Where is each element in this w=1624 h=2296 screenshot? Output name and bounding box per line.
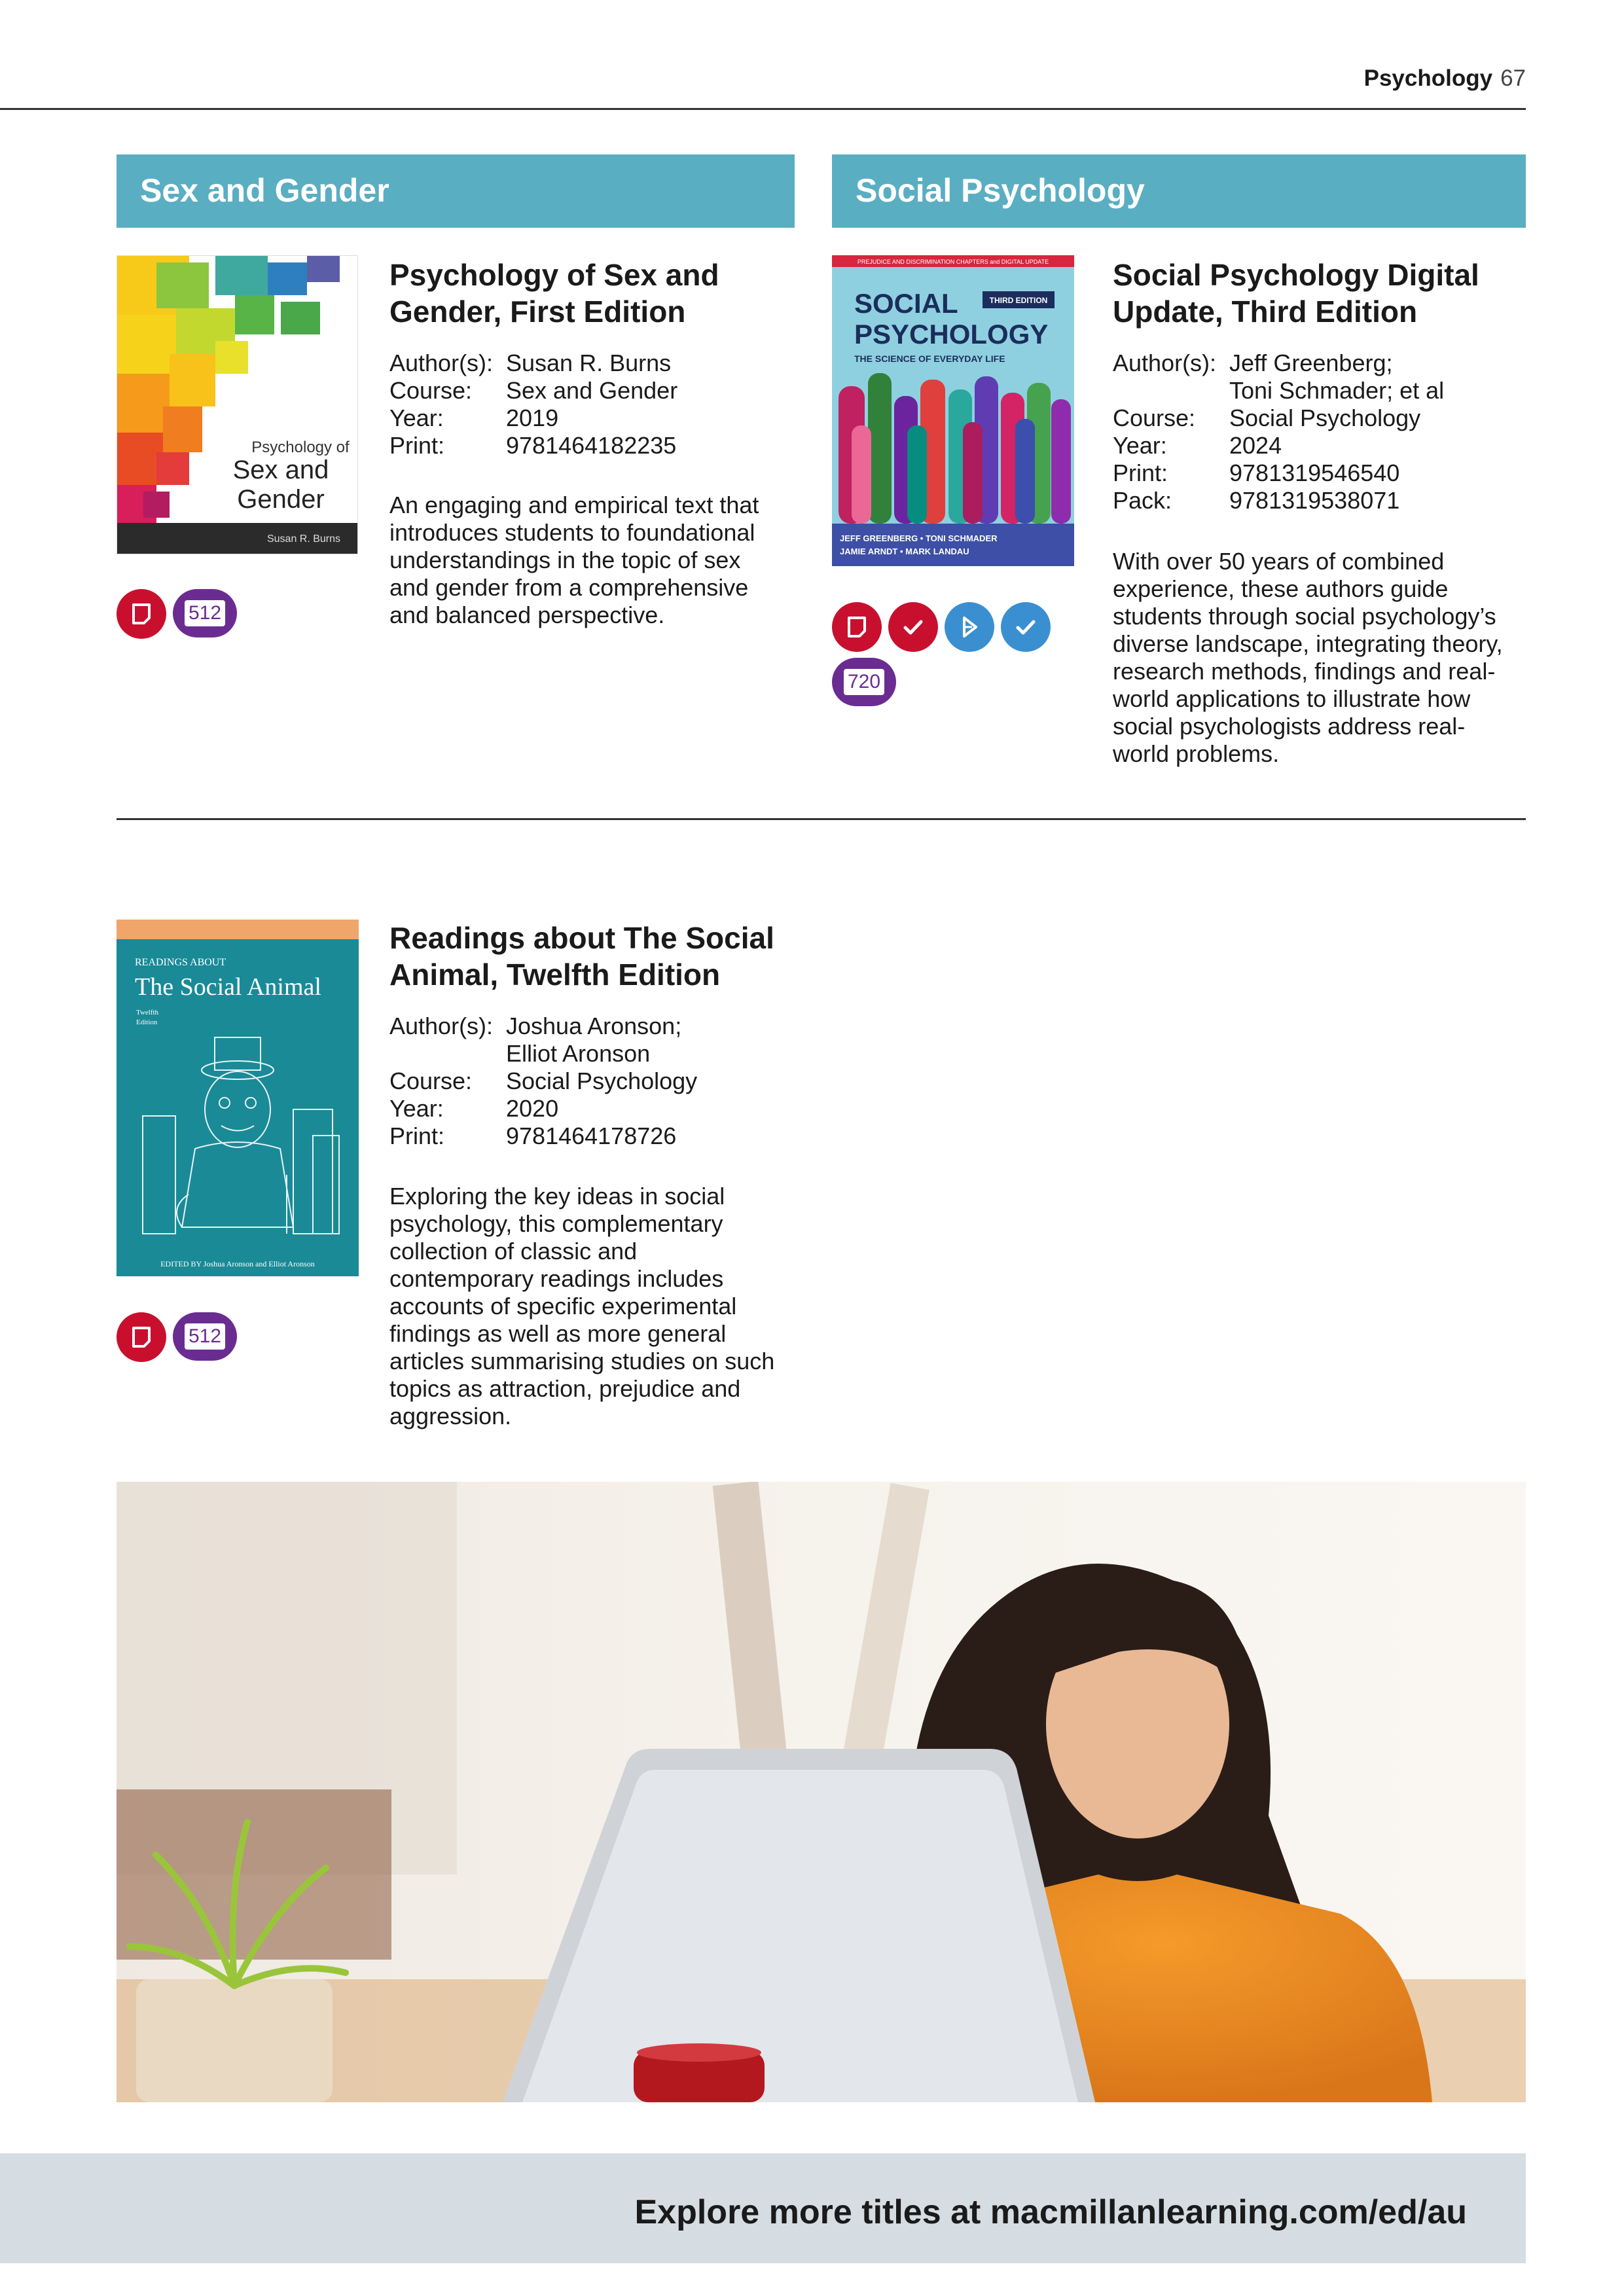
meta-label: Year:: [1113, 432, 1167, 459]
meta-label: Year:: [389, 1095, 444, 1122]
print-isbn: 9781319546540: [1229, 459, 1400, 486]
meta-label: Print:: [389, 432, 445, 459]
running-header: [1364, 65, 1526, 92]
author-name: Toni Schmader; et al: [1229, 377, 1445, 404]
cover-authors-line2: JAMIE ARNDT • MARK LANDAU: [840, 547, 969, 556]
cover-title-line2: Sex and: [232, 456, 329, 484]
ebook-icon: [832, 602, 882, 652]
book-cover-social-psychology[interactable]: [832, 255, 1074, 566]
print-isbn: 9781464182235: [506, 432, 677, 459]
cover-edition-line1: Twelfth: [136, 1009, 159, 1016]
year-value: 2024: [1229, 432, 1282, 459]
cover-sketch-art: [117, 920, 359, 1276]
cover-authors-line1: JEFF GREENBERG • TONI SCHMADER: [840, 533, 998, 543]
section-title: Sex and Gender: [140, 172, 389, 209]
course-value: Sex and Gender: [506, 377, 678, 404]
section-title: Social Psychology: [856, 172, 1145, 209]
meta-label: Author(s):: [1113, 350, 1217, 376]
cover-crowd-art: [832, 255, 1074, 566]
book-meta: [1113, 350, 1506, 514]
meta-label: Author(s):: [389, 1013, 494, 1039]
page-count: 720: [844, 669, 884, 695]
cover-edition-line2: Edition: [136, 1018, 158, 1026]
photo-illustration: [117, 1482, 1526, 2102]
page-count: 512: [185, 600, 225, 626]
check-icon: [888, 602, 938, 652]
ebook-icon: [117, 1312, 166, 1362]
page-count: 512: [185, 1323, 225, 1350]
check-icon: [1001, 602, 1051, 652]
section-bar-social-psychology: [832, 154, 1526, 228]
book-meta: [389, 350, 782, 459]
cover-title-line2: PSYCHOLOGY: [854, 319, 1049, 350]
meta-label: Pack:: [1113, 487, 1172, 514]
running-section-title: Psychology: [1363, 65, 1493, 91]
badge-row: [117, 1312, 237, 1362]
pack-isbn: 9781319538071: [1229, 487, 1400, 514]
badge-row: [117, 589, 237, 639]
header-rule: [0, 108, 1526, 110]
ebook-icon: [117, 589, 166, 639]
section-bar-sex-and-gender: [117, 154, 795, 228]
author-name: Joshua Aronson;: [506, 1013, 682, 1039]
author-name: Elliot Aronson: [506, 1040, 651, 1067]
book-description: An engaging and empirical text that introduces students to foundational understandings in the topic of sex and gender from a comprehensive and balanced perspective.: [389, 492, 759, 628]
meta-label: Course:: [389, 377, 473, 404]
book-description: With over 50 years of combined experience, these authors guide students through social psychology’s diverse landscape, integrating theory, research methods, findings and real-world applications to illustrate how social psychologists address real-world problems.: [1113, 548, 1503, 767]
footer-cta-link[interactable]: Explore more titles at macmillanlearning.com/ed/au: [634, 2193, 1467, 2231]
meta-label: Author(s):: [389, 350, 494, 376]
cover-title-line1: SOCIAL: [854, 288, 958, 319]
page-count-icon: [173, 1312, 237, 1361]
badge-row: [832, 602, 1051, 652]
cover-banner: PREJUDICE AND DISCRIMINATION CHAPTERS and DIGITAL UPDATE: [857, 259, 1049, 265]
page-number: 67: [1500, 65, 1526, 91]
year-value: 2020: [506, 1095, 559, 1122]
cover-title-line3: Gender: [237, 485, 325, 514]
achieve-icon: [945, 602, 994, 652]
book-meta: [389, 1013, 782, 1150]
cover-editors: EDITED BY Joshua Aronson and Elliot Aronson: [160, 1259, 315, 1268]
course-value: Social Psychology: [506, 1067, 698, 1094]
cover-title: The Social Animal: [135, 973, 321, 1001]
page-count-icon: [832, 658, 896, 706]
meta-label: Course:: [1113, 404, 1196, 431]
meta-label: Course:: [389, 1067, 473, 1094]
book-title[interactable]: Psychology of Sex and Gender, First Edition: [389, 258, 719, 329]
cover-puzzle-art: [117, 256, 357, 554]
cover-kicker: READINGS ABOUT: [135, 957, 226, 968]
print-isbn: 9781464178726: [506, 1122, 677, 1149]
book-description: Exploring the key ideas in social psychology, this complementary collection of classic and contemporary readings includes accounts of specific experimental findings as well as more general articles summarising studies on such topics as attraction, prejudice and aggression.: [389, 1183, 775, 1429]
badge-row: [832, 658, 896, 706]
year-value: 2019: [506, 404, 559, 431]
book-cover-social-animal[interactable]: [117, 920, 359, 1276]
course-value: Social Psychology: [1229, 404, 1421, 431]
cover-edition: THIRD EDITION: [989, 296, 1048, 305]
student-laptop-photo: [117, 1482, 1526, 2102]
cover-subtitle: THE SCIENCE OF EVERYDAY LIFE: [854, 353, 1005, 364]
book-title[interactable]: Readings about The Social Animal, Twelfth Edition: [389, 921, 774, 992]
cover-author: Susan R. Burns: [266, 533, 341, 545]
author-name: Jeff Greenberg;: [1229, 350, 1393, 376]
cover-title-line1: Psychology of: [251, 439, 350, 456]
page-count-icon: [173, 589, 237, 637]
author-name: Susan R. Burns: [506, 350, 672, 376]
meta-label: Print:: [389, 1122, 445, 1149]
book-cover-sex-and-gender[interactable]: [117, 255, 358, 554]
book-title[interactable]: Social Psychology Digital Update, Third Edition: [1113, 258, 1479, 329]
section-divider: [117, 818, 1526, 820]
meta-label: Year:: [389, 404, 444, 431]
meta-label: Print:: [1113, 459, 1168, 486]
